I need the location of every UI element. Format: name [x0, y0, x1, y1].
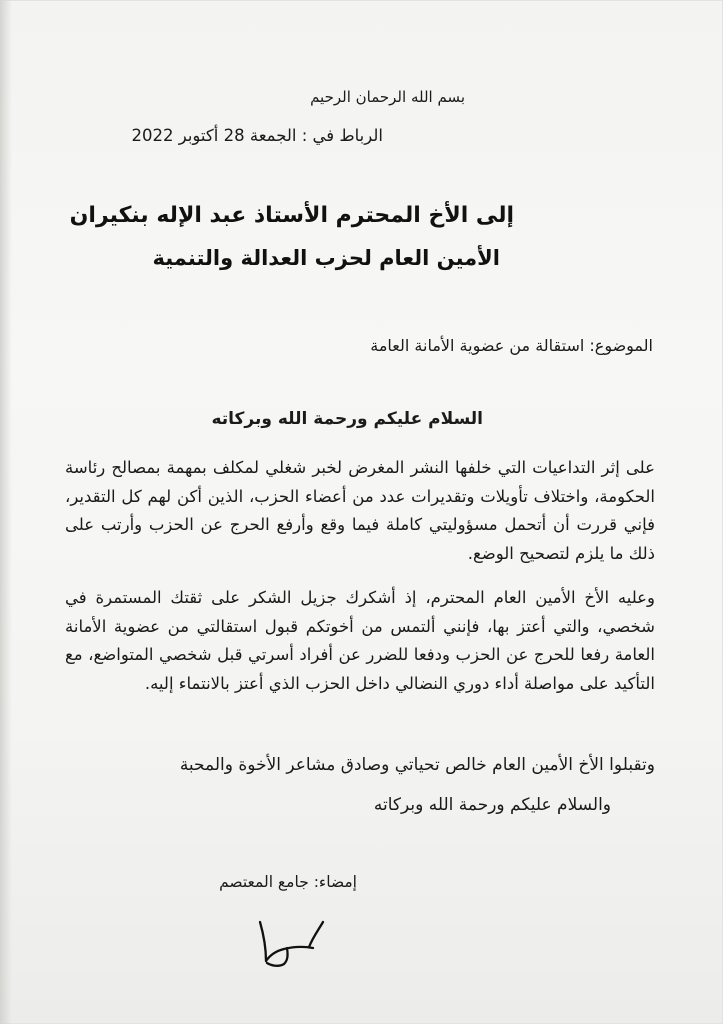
- handwritten-signature: [242, 912, 328, 976]
- basmala: بسم الله الرحمان الرحيم: [310, 88, 465, 106]
- signature-label: إمضاء: جامع المعتصم: [219, 873, 357, 891]
- addressee-title: الأمين العام لحزب العدالة والتنمية: [152, 246, 500, 270]
- body-paragraph-1: على إثر التداعيات التي خلفها النشر المغرض لخبر شغلي لمكلف بمهمة بمصالح رئاسة الحكومة، واختلاف تأويلات وتقديرات عدد من أعضاء الحزب، الذين أكن لهم كل التقدير، فإني قررت أن أتحمل مسؤوليتي كاملة فيما وقع وأرفع الحرج عن الحزب وأرتب على ذلك ما يلزم لتصحيح الوضع.: [65, 458, 655, 563]
- closing-line: وتقبلوا الأخ الأمين العام خالص تحياتي وصادق مشاعر الأخوة والمحبة: [179, 755, 655, 775]
- subject-line: الموضوع: استقالة من عضوية الأمانة العامة: [370, 336, 653, 355]
- addressee: إلى الأخ المحترم الأستاذ عبد الإله بنكيران: [69, 203, 514, 228]
- body-paragraph-2: وعليه الأخ الأمين العام المحترم، إذ أشكرك جزيل الشكر على ثقتك المستمرة في شخصي، والتي أعتز بها، فإنني ألتمس من أخوتكم قبول استقالتي من عضوية الأمانة العامة رفعا للحرج عن الحزب ودفعا للضرر عن أفراد أسرتي قبل شخصي المتواضع، مع التأكيد على مواصلة أداء دوري النضالي داخل الحزب الذي أعتز بالانتماء إليه.: [65, 588, 655, 693]
- farewell-line: والسلام عليكم ورحمة الله وبركاته: [373, 795, 611, 815]
- date-line: الرباط في : الجمعة 28 أكتوبر 2022: [131, 126, 383, 145]
- greeting: السلام عليكم ورحمة الله وبركاته: [211, 409, 483, 429]
